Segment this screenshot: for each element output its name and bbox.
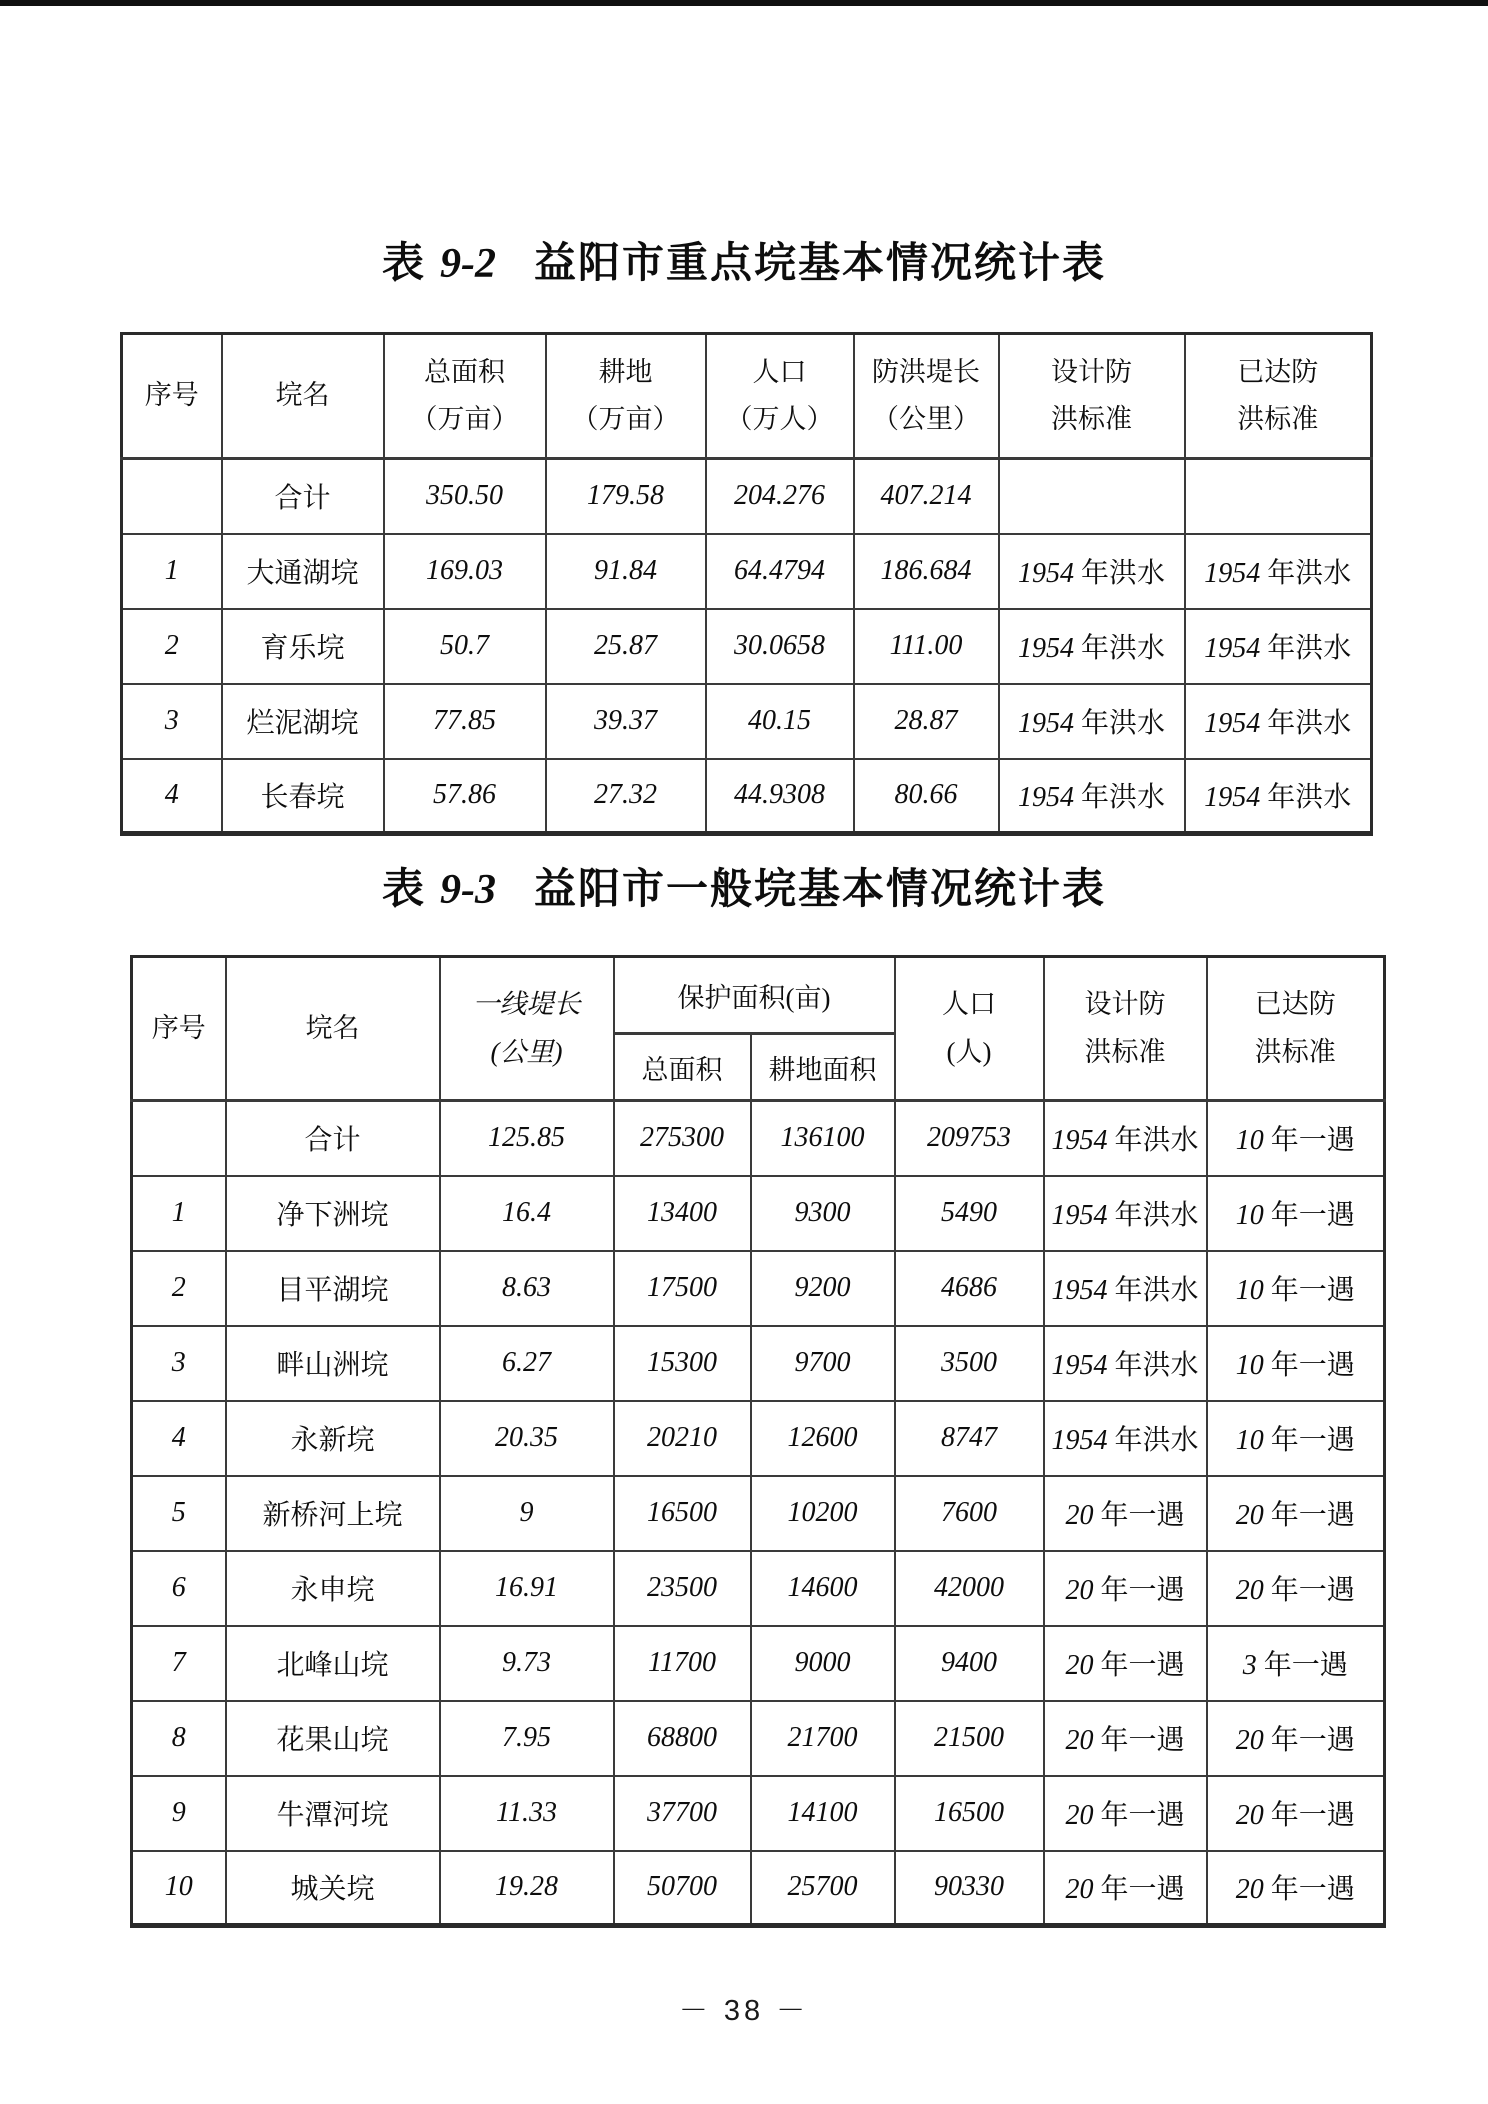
table-cell: 9700 bbox=[751, 1326, 895, 1401]
table-cell: 9400 bbox=[895, 1626, 1044, 1701]
table-cell: 11.33 bbox=[440, 1776, 614, 1851]
table-cell: 永申垸 bbox=[226, 1551, 440, 1626]
table-cell: 42000 bbox=[895, 1551, 1044, 1626]
table-cell: 20 年一遇 bbox=[1207, 1551, 1385, 1626]
title-number: 9-2 bbox=[440, 241, 496, 287]
table-cell: 大通湖垸 bbox=[222, 534, 384, 609]
table-cell: 1954 年洪水 bbox=[1185, 534, 1372, 609]
table-row bbox=[132, 1626, 1385, 1701]
title-label: 表 bbox=[381, 867, 426, 913]
table-cell: 169.03 bbox=[384, 534, 546, 609]
table-cell: 3 bbox=[122, 684, 222, 759]
header-reached-standard: 已达防 洪标准 bbox=[1185, 334, 1372, 459]
table-cell: 21700 bbox=[751, 1701, 895, 1776]
table-cell: 畔山洲垸 bbox=[226, 1326, 440, 1401]
table-row bbox=[132, 1176, 1385, 1251]
table-cell: 9000 bbox=[751, 1626, 895, 1701]
table-cell: 花果山垸 bbox=[226, 1701, 440, 1776]
table-cell: 4 bbox=[122, 759, 222, 834]
table-cell bbox=[132, 1101, 226, 1176]
table-cell: 25.87 bbox=[546, 609, 706, 684]
table-cell: 10 年一遇 bbox=[1207, 1176, 1385, 1251]
table-cell: 37700 bbox=[614, 1776, 751, 1851]
table-cell: 186.684 bbox=[854, 534, 999, 609]
table-cell: 5 bbox=[132, 1476, 226, 1551]
header-population: 人口 （万人） bbox=[706, 334, 854, 459]
table-cell bbox=[999, 459, 1185, 534]
table-cell: 城关垸 bbox=[226, 1851, 440, 1926]
table-cell: 净下洲垸 bbox=[226, 1176, 440, 1251]
table-cell: 新桥河上垸 bbox=[226, 1476, 440, 1551]
table-cell: 111.00 bbox=[854, 609, 999, 684]
table-cell: 1954 年洪水 bbox=[999, 534, 1185, 609]
table-cell: 16.4 bbox=[440, 1176, 614, 1251]
table-cell: 1954 年洪水 bbox=[1185, 609, 1372, 684]
table-cell: 烂泥湖垸 bbox=[222, 684, 384, 759]
table-cell: 4 bbox=[132, 1401, 226, 1476]
table-cell: 合计 bbox=[222, 459, 384, 534]
header-row-top bbox=[132, 957, 1385, 1034]
table-cell bbox=[122, 459, 222, 534]
table-cell: 125.85 bbox=[440, 1101, 614, 1176]
table-row bbox=[132, 1101, 1385, 1176]
general-dike-statistics-table bbox=[130, 955, 1386, 1928]
header-seq: 序号 bbox=[122, 334, 222, 459]
table-row bbox=[122, 759, 1372, 834]
table-cell: 20210 bbox=[614, 1401, 751, 1476]
table-cell: 4686 bbox=[895, 1251, 1044, 1326]
table-cell: 68800 bbox=[614, 1701, 751, 1776]
header-design-standard: 设计防 洪标准 bbox=[1044, 957, 1207, 1101]
header-dike-name: 垸名 bbox=[226, 957, 440, 1101]
title-number: 9-3 bbox=[440, 867, 496, 913]
table-cell: 1954 年洪水 bbox=[1044, 1326, 1207, 1401]
header-farmland: 耕地 （万亩） bbox=[546, 334, 706, 459]
table-cell: 10 年一遇 bbox=[1207, 1326, 1385, 1401]
table-9-3-title bbox=[0, 856, 1488, 916]
table-row bbox=[132, 1701, 1385, 1776]
table-cell: 北峰山垸 bbox=[226, 1626, 440, 1701]
table-cell: 1 bbox=[132, 1176, 226, 1251]
table-cell: 永新垸 bbox=[226, 1401, 440, 1476]
table-cell: 19.28 bbox=[440, 1851, 614, 1926]
table-cell: 20 年一遇 bbox=[1207, 1701, 1385, 1776]
table-cell: 209753 bbox=[895, 1101, 1044, 1176]
table-row bbox=[132, 1551, 1385, 1626]
header-total-area: 总面积 （万亩） bbox=[384, 334, 546, 459]
title-label: 表 bbox=[381, 241, 426, 287]
title-text: 益阳市重点垸基本情况统计表 bbox=[534, 241, 1107, 287]
table-cell: 合计 bbox=[226, 1101, 440, 1176]
header-protected-area: 保护面积(亩) bbox=[614, 957, 895, 1034]
table-row bbox=[132, 1851, 1385, 1926]
table-cell: 1954 年洪水 bbox=[1185, 759, 1372, 834]
table-cell: 10 年一遇 bbox=[1207, 1101, 1385, 1176]
table-cell: 50700 bbox=[614, 1851, 751, 1926]
table-cell: 10 bbox=[132, 1851, 226, 1926]
table-9-2-title bbox=[0, 230, 1488, 290]
table-cell: 6.27 bbox=[440, 1326, 614, 1401]
table-cell: 350.50 bbox=[384, 459, 546, 534]
table-cell: 1954 年洪水 bbox=[999, 609, 1185, 684]
header-seq: 序号 bbox=[132, 957, 226, 1101]
table-cell: 90330 bbox=[895, 1851, 1044, 1926]
table-cell: 20 年一遇 bbox=[1207, 1776, 1385, 1851]
header-row bbox=[122, 334, 1372, 459]
table-cell: 10200 bbox=[751, 1476, 895, 1551]
table-row bbox=[132, 1326, 1385, 1401]
table-cell: 30.0658 bbox=[706, 609, 854, 684]
table-cell: 44.9308 bbox=[706, 759, 854, 834]
table-row bbox=[132, 1251, 1385, 1326]
table-cell: 407.214 bbox=[854, 459, 999, 534]
table-cell: 6 bbox=[132, 1551, 226, 1626]
header-reached-standard: 已达防 洪标准 bbox=[1207, 957, 1385, 1101]
table-cell: 1954 年洪水 bbox=[999, 684, 1185, 759]
table-cell: 1954 年洪水 bbox=[1044, 1101, 1207, 1176]
table-cell: 20 年一遇 bbox=[1207, 1476, 1385, 1551]
table-cell: 14600 bbox=[751, 1551, 895, 1626]
table-cell: 12600 bbox=[751, 1401, 895, 1476]
header-population: 人口 (人) bbox=[895, 957, 1044, 1101]
table-cell: 28.87 bbox=[854, 684, 999, 759]
table-cell: 25700 bbox=[751, 1851, 895, 1926]
table-cell: 1954 年洪水 bbox=[1044, 1251, 1207, 1326]
table-cell: 20 年一遇 bbox=[1044, 1551, 1207, 1626]
header-dike-name: 垸名 bbox=[222, 334, 384, 459]
table-cell: 275300 bbox=[614, 1101, 751, 1176]
table-cell: 77.85 bbox=[384, 684, 546, 759]
table-cell: 7600 bbox=[895, 1476, 1044, 1551]
table-cell: 179.58 bbox=[546, 459, 706, 534]
table-cell: 11700 bbox=[614, 1626, 751, 1701]
table-cell: 9 bbox=[132, 1776, 226, 1851]
table-cell bbox=[1185, 459, 1372, 534]
table-row bbox=[122, 459, 1372, 534]
table-cell: 9 bbox=[440, 1476, 614, 1551]
table-row bbox=[122, 534, 1372, 609]
table-cell: 牛潭河垸 bbox=[226, 1776, 440, 1851]
table-cell: 8 bbox=[132, 1701, 226, 1776]
table-cell: 9.73 bbox=[440, 1626, 614, 1701]
table-cell: 8.63 bbox=[440, 1251, 614, 1326]
table-cell: 3 bbox=[132, 1326, 226, 1401]
table-cell: 57.86 bbox=[384, 759, 546, 834]
table-cell: 3500 bbox=[895, 1326, 1044, 1401]
table-cell: 64.4794 bbox=[706, 534, 854, 609]
table-cell: 16500 bbox=[895, 1776, 1044, 1851]
header-dike-length: 防洪堤长 （公里） bbox=[854, 334, 999, 459]
table-row bbox=[122, 684, 1372, 759]
header-farmland-area: 耕地面积 bbox=[751, 1034, 895, 1101]
table-cell: 2 bbox=[122, 609, 222, 684]
table-cell: 27.32 bbox=[546, 759, 706, 834]
table-cell: 91.84 bbox=[546, 534, 706, 609]
table-cell: 20 年一遇 bbox=[1044, 1701, 1207, 1776]
title-text: 益阳市一般垸基本情况统计表 bbox=[534, 867, 1107, 913]
table-cell: 1954 年洪水 bbox=[1185, 684, 1372, 759]
table-cell: 20 年一遇 bbox=[1207, 1851, 1385, 1926]
table-cell: 10 年一遇 bbox=[1207, 1251, 1385, 1326]
table-cell: 2 bbox=[132, 1251, 226, 1326]
table-cell: 5490 bbox=[895, 1176, 1044, 1251]
table-cell: 9200 bbox=[751, 1251, 895, 1326]
header-frontline-dike-length: 一线堤长 (公里) bbox=[440, 957, 614, 1101]
table-row bbox=[132, 1401, 1385, 1476]
table-cell: 长春垸 bbox=[222, 759, 384, 834]
table-cell: 育乐垸 bbox=[222, 609, 384, 684]
table-cell: 21500 bbox=[895, 1701, 1044, 1776]
table-cell: 16500 bbox=[614, 1476, 751, 1551]
header-design-standard: 设计防 洪标准 bbox=[999, 334, 1185, 459]
key-dike-statistics-table bbox=[120, 332, 1373, 836]
table-cell: 20 年一遇 bbox=[1044, 1851, 1207, 1926]
table-cell: 17500 bbox=[614, 1251, 751, 1326]
table-cell: 39.37 bbox=[546, 684, 706, 759]
table-cell: 8747 bbox=[895, 1401, 1044, 1476]
table-cell: 16.91 bbox=[440, 1551, 614, 1626]
table-cell: 136100 bbox=[751, 1101, 895, 1176]
table-cell: 20.35 bbox=[440, 1401, 614, 1476]
page-number: － 38 － bbox=[678, 1995, 810, 2027]
scan-edge-artifact bbox=[0, 0, 1488, 6]
header-total-area: 总面积 bbox=[614, 1034, 751, 1101]
table-cell: 3 年一遇 bbox=[1207, 1626, 1385, 1701]
table-cell: 20 年一遇 bbox=[1044, 1476, 1207, 1551]
table-row bbox=[132, 1776, 1385, 1851]
table-cell: 13400 bbox=[614, 1176, 751, 1251]
table-cell: 10 年一遇 bbox=[1207, 1401, 1385, 1476]
table-cell: 1954 年洪水 bbox=[999, 759, 1185, 834]
table-cell: 50.7 bbox=[384, 609, 546, 684]
table-cell: 40.15 bbox=[706, 684, 854, 759]
table-cell: 23500 bbox=[614, 1551, 751, 1626]
table-cell: 7 bbox=[132, 1626, 226, 1701]
table-cell: 20 年一遇 bbox=[1044, 1776, 1207, 1851]
table-cell: 1954 年洪水 bbox=[1044, 1401, 1207, 1476]
table-cell: 目平湖垸 bbox=[226, 1251, 440, 1326]
table-cell: 7.95 bbox=[440, 1701, 614, 1776]
table-cell: 1954 年洪水 bbox=[1044, 1176, 1207, 1251]
table-row bbox=[132, 1476, 1385, 1551]
table-cell: 204.276 bbox=[706, 459, 854, 534]
table-cell: 9300 bbox=[751, 1176, 895, 1251]
table-cell: 20 年一遇 bbox=[1044, 1626, 1207, 1701]
table-cell: 15300 bbox=[614, 1326, 751, 1401]
table-cell: 1 bbox=[122, 534, 222, 609]
table-row bbox=[122, 609, 1372, 684]
table-cell: 80.66 bbox=[854, 759, 999, 834]
table-cell: 14100 bbox=[751, 1776, 895, 1851]
